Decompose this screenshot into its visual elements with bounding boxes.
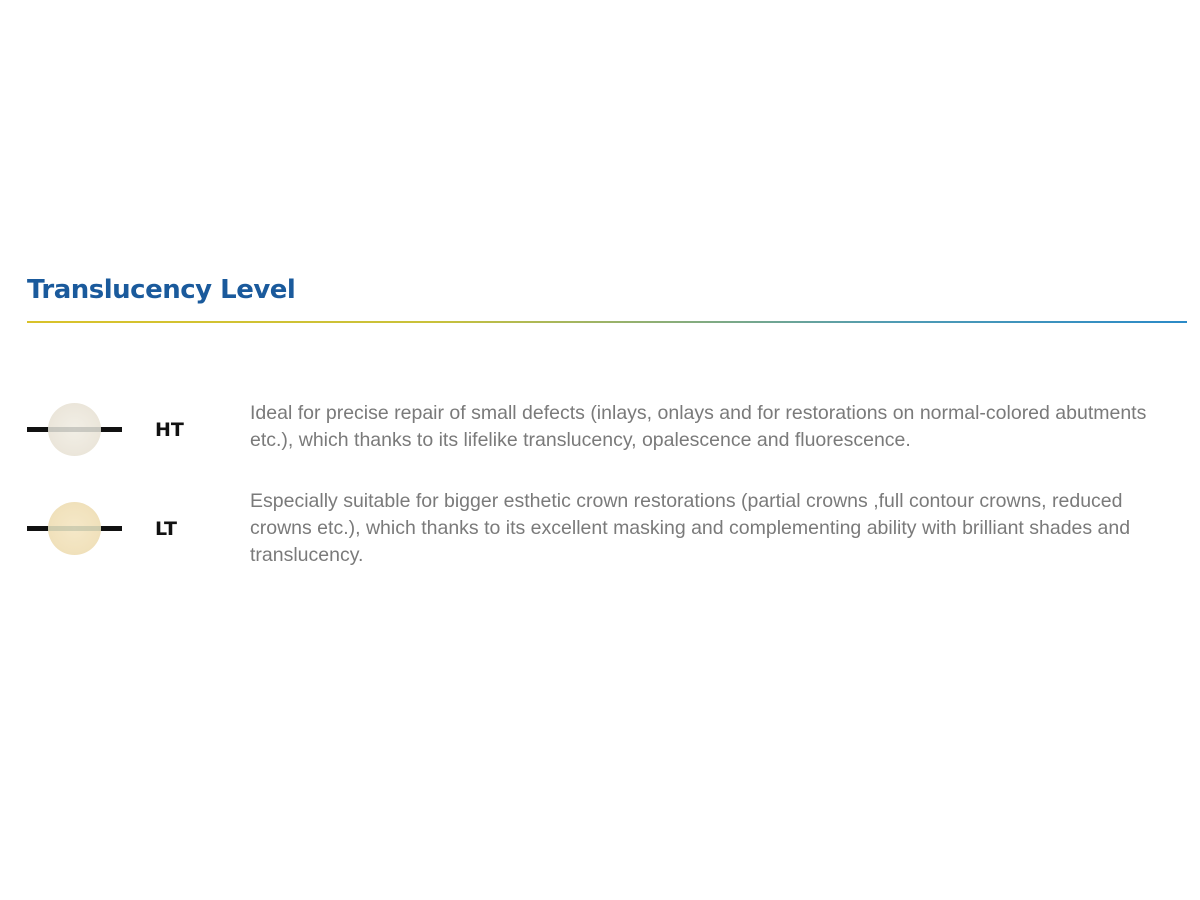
translucency-code: HT xyxy=(155,419,184,441)
translucency-description: Especially suitable for bigger esthetic crown restorations (partial crowns ,full contour crowns, reduced crowns etc.), which thanks to its excellent masking and complementing ability with brilliant shades and translucency. xyxy=(250,490,1131,566)
translucency-row-lt xyxy=(0,488,1200,570)
translucency-description: Ideal for precise repair of small defects (inlays, onlays and for restorations on normal-colored abutments etc.), which thanks to its lifelike translucency, opalescence and fluorescence. xyxy=(250,402,1147,451)
ht-sample-disc-icon xyxy=(27,402,122,458)
translucency-row-ht xyxy=(0,400,1200,460)
translucency-code: LT xyxy=(155,518,177,540)
title-divider xyxy=(27,321,1187,323)
sample-disc-band xyxy=(48,427,101,432)
lt-sample-disc-icon xyxy=(27,501,122,557)
page-title: Translucency Level xyxy=(27,275,296,305)
sample-disc-band xyxy=(48,526,101,531)
